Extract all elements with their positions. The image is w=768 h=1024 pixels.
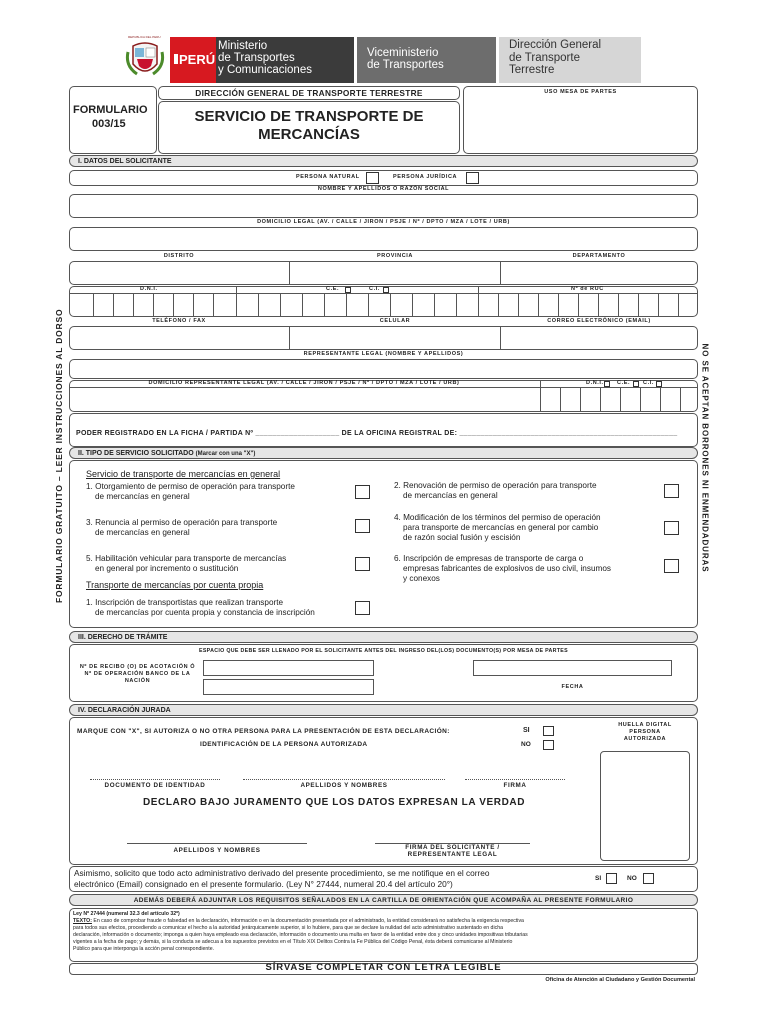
persona-natural-checkbox[interactable]	[366, 172, 379, 184]
section-2-note: (Marcar con una "X")	[195, 451, 256, 457]
ci-checkbox[interactable]	[383, 287, 389, 293]
correo-label: CORREO ELECTRÓNICO (EMAIL)	[547, 318, 651, 324]
direccion-label: DIRECCIÓN GENERAL DE TRANSPORTE TERRESTRE	[195, 88, 423, 98]
espacio-text: ESPACIO QUE DEBE SER LLENADO POR EL SOLICITANTE ANTES DEL INGRESO DEL(LOS) DOCUMENTO(S) POR MESA DE PARTES	[199, 648, 568, 654]
no-label: NO	[521, 741, 531, 748]
ce2-checkbox[interactable]	[633, 381, 639, 387]
section-3-header: III. DERECHO DE TRÁMITE	[69, 631, 698, 643]
ce-label: C.E.	[326, 286, 340, 292]
notif-si-label: SI	[595, 875, 602, 882]
representante-field[interactable]	[69, 359, 698, 379]
cuenta-propia-item-1: 1. Inscripción de transportistas que realizan transporte de mercancías por cuenta propia y constancia de inscripción	[86, 598, 315, 617]
representante-label: REPRESENTANTE LEGAL (NOMBRE Y APELLIDOS)	[303, 351, 464, 357]
side-text-left: FORMULARIO GRATUITO – LEER INSTRUCCIONES AL DORSO	[54, 308, 64, 603]
section-1-header: I. DATOS DEL SOLICITANTE	[69, 155, 698, 167]
mesa-partes-box[interactable]	[463, 86, 698, 154]
recibo-field-2[interactable]	[203, 679, 374, 695]
persona-natural-label: PERSONA NATURAL	[296, 174, 360, 180]
documento-identidad-label: DOCUMENTO DE IDENTIDAD	[104, 782, 206, 789]
firma-label: FIRMA	[503, 782, 527, 789]
servicio-item-1-checkbox[interactable]	[355, 485, 370, 499]
side-text-right: NO SE ACEPTAN BORRONES NI ENMENDADURAS	[700, 343, 710, 573]
ce2-label: C.E.	[617, 380, 631, 386]
section-4-header: IV. DECLARACIÓN JURADA	[69, 704, 698, 716]
celular-label: CELULAR	[379, 318, 411, 324]
servicio-item-3-checkbox[interactable]	[355, 519, 370, 533]
firma-solicitante-label: FIRMA DEL SOLICITANTE / REPRESENTANTE LEGAL	[405, 844, 500, 858]
cuenta-propia-heading: Transporte de mercancías por cuenta propia	[86, 580, 264, 590]
recibo-field-1[interactable]	[203, 660, 374, 676]
peru-label: PERÚ	[179, 52, 216, 67]
servicio-item-6: 6. Inscripción de empresas de transporte de carga o empresas fabricantes de explosivos de uso civil, insumos y conexos	[394, 554, 611, 583]
requisitos-bar: ADEMÁS DEBERÁ ADJUNTAR LOS REQUISITOS SEÑALADOS EN LA CARTILLA DE ORIENTACIÓN QUE ACOMPAÑA AL PRESENTE FORMULARIO	[69, 894, 698, 906]
servicio-item-4-checkbox[interactable]	[664, 521, 679, 535]
huella-label: HUELLA DIGITAL PERSONA AUTORIZADA	[618, 722, 672, 742]
formulario-code: 003/15	[92, 118, 126, 130]
ci2-checkbox[interactable]	[656, 381, 662, 387]
fecha-label: FECHA	[561, 684, 584, 690]
huella-digital-box[interactable]	[600, 751, 690, 861]
identificacion-text: IDENTIFICACIÓN DE LA PERSONA AUTORIZADA	[200, 741, 368, 748]
direccion-general-block: Dirección General de Transporte Terrestre	[499, 37, 641, 83]
formulario-label: FORMULARIO	[73, 104, 148, 116]
autoriza-no-checkbox[interactable]	[543, 740, 554, 750]
ci-label: C.I.	[369, 286, 380, 292]
notif-no-checkbox[interactable]	[643, 873, 654, 884]
ci2-label: C.I.	[643, 380, 654, 386]
servicio-item-5: 5. Habilitación vehicular para transporte de mercancías en general por incremento o sustitución	[86, 554, 287, 573]
marque-text: MARQUE CON "X", SI AUTORIZA O NO OTRA PERSONA PARA LA PRESENTACIÓN DE ESTA DECLARACIÓN:	[77, 728, 450, 735]
cuenta-propia-item-1-checkbox[interactable]	[355, 601, 370, 615]
notif-si-checkbox[interactable]	[606, 873, 617, 884]
apellidos-nombres-2-label: APELLIDOS Y NOMBRES	[173, 847, 261, 854]
nombre-field[interactable]	[69, 194, 698, 218]
recibo-label: Nº DE RECIBO (O) DE ACOTACIÓN Ó Nº DE OPERACIÓN BANCO DE LA NACIÓN	[79, 664, 196, 684]
telefono-label: TELÉFONO / FAX	[152, 318, 206, 324]
provincia-label: PROVINCIA	[377, 253, 413, 259]
peru-logo-block	[170, 37, 216, 83]
ley-text: Ley Nº 27444 (numeral 32.3 del artículo 32º) TEXTO: En caso de comprobar fraude o falsedad en la declaración, información o en la documentación presentada por el administrado, la entidad considerará no satisfecha la exigencia respectiva para todos sus efectos, procediendo a comunicar el hecho a la autoridad jerárquicamente superior, si lo hubiere, para que se declare la nulidad del acto administrativo sustentado en dicha declaración, información o documento; imponga a quien haya empleado esa declaración, información o documento una multa en favor de la entidad entre dos y cinco unidades impositivas tributarias vigentes a la fecha de pago; y demás, si la conducta se adecua a los supuestos previstos en el Título XIX Delitos Contra la Fe Pública del Código Penal, ésta deberá comunicarse al Ministerio Público para que interponga la acción penal correspondiente.	[73, 911, 528, 952]
persona-juridica-label: PERSONA JURÍDICA	[393, 174, 458, 180]
contacto-fields[interactable]	[69, 326, 698, 350]
persona-juridica-checkbox[interactable]	[466, 172, 479, 184]
ministerio-block: Ministerio de Transportes y Comunicaciones	[216, 37, 354, 83]
servicio-item-6-checkbox[interactable]	[664, 559, 679, 573]
dni2-label: D.N.I.	[586, 380, 604, 386]
escudo-text: REPUBLICA DEL PERU	[128, 35, 161, 39]
nombre-label: NOMBRE Y APELLIDOS O RAZÓN SOCIAL	[317, 186, 450, 192]
peru-flag-icon	[174, 54, 178, 64]
autoriza-si-checkbox[interactable]	[543, 726, 554, 736]
departamento-label: DEPARTAMENTO	[572, 253, 626, 259]
oficina-text: Oficina de Atención al Ciudadano y Gestión Documental	[545, 977, 695, 983]
servicio-item-1: 1. Otorgamiento de permiso de operación para transporte de mercancías en general	[86, 482, 295, 501]
ruc-label: Nº de RUC	[571, 286, 604, 292]
notif-no-label: NO	[627, 875, 637, 882]
poder-text: PODER REGISTRADO EN LA FICHA / PARTIDA Nº ____________________ DE LA OFICINA REGISTRAL DE: ____________________________________________________	[76, 430, 678, 437]
viceministerio-block: Viceministerio de Transportes	[357, 37, 496, 83]
distrito-label: DISTRITO	[163, 253, 195, 259]
servicio-item-2-checkbox[interactable]	[664, 484, 679, 498]
si-label: SI	[523, 727, 530, 734]
legible-text: SÍRVASE COMPLETAR CON LETRA LEGIBLE	[265, 962, 502, 973]
ubicacion-fields[interactable]	[69, 261, 698, 285]
fecha-field[interactable]	[473, 660, 672, 676]
apellidos-nombres-label: APELLIDOS Y NOMBRES	[300, 782, 388, 789]
notificacion-text: Asimismo, solicito que todo acto administrativo derivado del presente procedimiento, se me notifique en el correo electrónico (Email) consignado en el presente formulario. (Ley N° 27444, numeral 20.4 del artículo 20°)	[74, 868, 490, 889]
declaro-text: DECLARO BAJO JURAMENTO QUE LOS DATOS EXPRESAN LA VERDAD	[142, 797, 526, 808]
domicilio-field[interactable]	[69, 227, 698, 251]
dni-label: D.N.I.	[140, 286, 158, 292]
dni2-checkbox[interactable]	[604, 381, 610, 387]
domicilio-representante-label: DOMICILIO REPRESENTANTE LEGAL (AV. / CALLE / JIRON / PSJE / Nº / DPTO / MZA / LOTE / URB)	[148, 380, 460, 386]
section-2-header	[69, 447, 698, 459]
form-title: SERVICIO DE TRANSPORTE DE MERCANCÍAS	[194, 108, 424, 143]
escudo-logo	[125, 38, 165, 82]
servicio-item-4: 4. Modificación de los términos del permiso de operación para transporte de mercancías en general por cambio de razón social fusión y escisión	[394, 513, 601, 542]
persona-row	[69, 170, 698, 186]
servicio-general-heading: Servicio de transporte de mercancías en general	[86, 469, 281, 479]
mesa-partes-label: USO MESA DE PARTES	[544, 89, 617, 95]
servicio-item-2: 2. Renovación de permiso de operación para transporte de mercancías en general	[394, 481, 597, 500]
domicilio-label: DOMICILIO LEGAL (AV. / CALLE / JIRON / PSJE / Nº / DPTO / MZA / LOTE / URB)	[257, 219, 510, 225]
section-2-title: II. TIPO DE SERVICIO SOLICITADO	[78, 450, 194, 457]
servicio-item-3: 3. Renuncia al permiso de operación para transporte de mercancías en general	[86, 518, 278, 537]
servicio-item-5-checkbox[interactable]	[355, 557, 370, 571]
